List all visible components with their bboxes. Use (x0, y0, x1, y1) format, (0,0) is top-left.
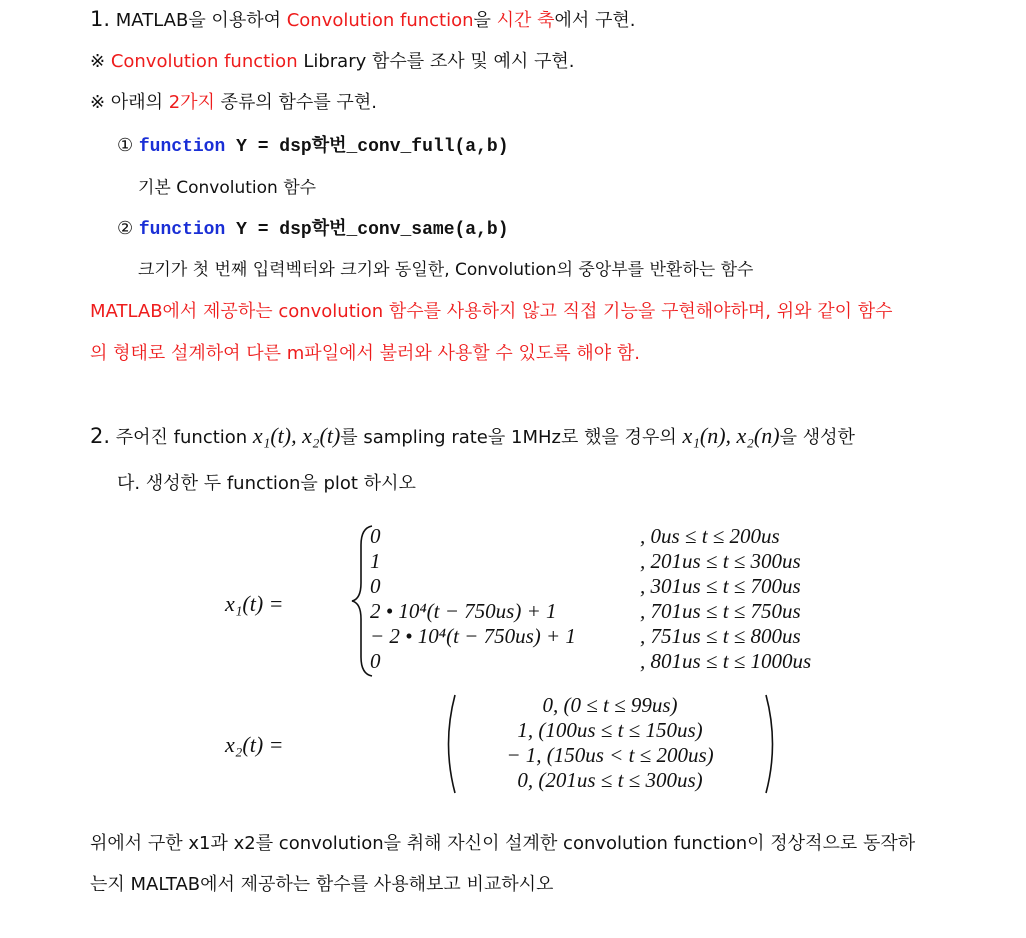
x2-case: 0, (201us ≤ t ≤ 300us) (517, 768, 703, 792)
x1-case-cond: , 801us ≤ t ≤ 1000us (640, 649, 812, 673)
bullet-text: ※ 아래의 (90, 92, 169, 113)
x1-case-expr: 0 (370, 649, 381, 673)
x1-left-brace (352, 526, 372, 676)
x1-case-expr: 2 • 10⁴(t − 750us) + 1 (370, 599, 557, 623)
q1-title-part: 을 (473, 10, 497, 31)
final-line2: 는지 MALTAB에서 제공하는 함수를 사용해보고 비교하시오 (90, 874, 554, 895)
func1-description: 기본 Convolution 함수 (138, 178, 317, 198)
q1-note-line2: 의 형태로 설계하여 다른 m파일에서 불러와 사용할 수 있도록 해야 함. (90, 343, 640, 364)
func2-marker: ② (117, 218, 134, 239)
q1-title-highlight: 시간 축 (496, 10, 555, 31)
x1-case-expr: 0 (370, 524, 381, 548)
x2-case: 1, (100us ≤ t ≤ 150us) (517, 718, 703, 742)
bullet-text: Library 함수를 조사 및 예시 구현. (297, 51, 575, 72)
bullet-highlight: 2가지 (168, 92, 215, 113)
x1-case-expr: − 2 • 10⁴(t − 750us) + 1 (370, 624, 576, 648)
x1-cond-column (640, 524, 811, 674)
q2-text: 주어진 function (115, 427, 253, 448)
q2-line2: 다. 생성한 두 function을 plot 하시오 (117, 473, 416, 494)
x1-case-cond: , 301us ≤ t ≤ 700us (640, 574, 801, 598)
q1-title-highlight: Convolution function (286, 10, 474, 31)
q1-number: 1. (90, 7, 111, 31)
func1-code: Y = dsp학번_conv_full(a,b) (225, 137, 509, 157)
bullet-text: 종류의 함수를 구현. (214, 92, 377, 113)
x1-expr-column (370, 524, 576, 674)
x1-case-cond: , 201us ≤ t ≤ 300us (640, 549, 801, 573)
func2-keyword: function (138, 220, 226, 240)
x2-label: x₂(t) = (225, 732, 284, 757)
q2-text: 를 sampling rate을 1MHz로 했을 경우의 (340, 427, 683, 448)
q2-number: 2. (90, 424, 111, 448)
q1-title-part: MATLAB을 이용하여 (115, 10, 287, 31)
q2-text: 을 생성한 (779, 427, 855, 448)
x1-case-cond: , 701us ≤ t ≤ 750us (640, 599, 801, 623)
func2-code: Y = dsp학번_conv_same(a,b) (225, 220, 509, 240)
func1-keyword: function (138, 137, 226, 157)
q2-math-xn: x₁(n), x₂(n) (682, 423, 780, 448)
func1-marker: ① (117, 135, 134, 156)
bullet-highlight: Convolution function (110, 51, 298, 72)
bullet-text: ※ (90, 51, 111, 72)
x1-case-expr: 0 (370, 574, 381, 598)
x2-cases-column (460, 693, 760, 793)
x2-left-paren (449, 695, 456, 793)
q2-math-xt: x₁(t), x₂(t) (252, 423, 341, 448)
x2-case: − 1, (150us < t ≤ 200us) (506, 743, 714, 767)
x1-case-cond: , 751us ≤ t ≤ 800us (640, 624, 801, 648)
x2-right-paren (766, 695, 773, 793)
q1-note-line1: MATLAB에서 제공하는 convolution 함수를 사용하지 않고 직접 기능을 구현해야하며, 위와 같이 함수 (90, 301, 893, 322)
final-line1: 위에서 구한 x1과 x2를 convolution을 취해 자신이 설계한 convolution function이 정상적으로 동작하 (90, 833, 916, 854)
q1-title-part: 에서 구현. (554, 10, 636, 31)
x1-case-cond: , 0us ≤ t ≤ 200us (640, 524, 780, 548)
x1-case-expr: 1 (370, 549, 381, 573)
x1-label: x₁(t) = (225, 591, 284, 616)
x2-case: 0, (0 ≤ t ≤ 99us) (542, 693, 678, 717)
func2-description: 크기가 첫 번째 입력벡터와 크기와 동일한, Convolution의 중앙부를 반환하는 함수 (138, 260, 754, 280)
